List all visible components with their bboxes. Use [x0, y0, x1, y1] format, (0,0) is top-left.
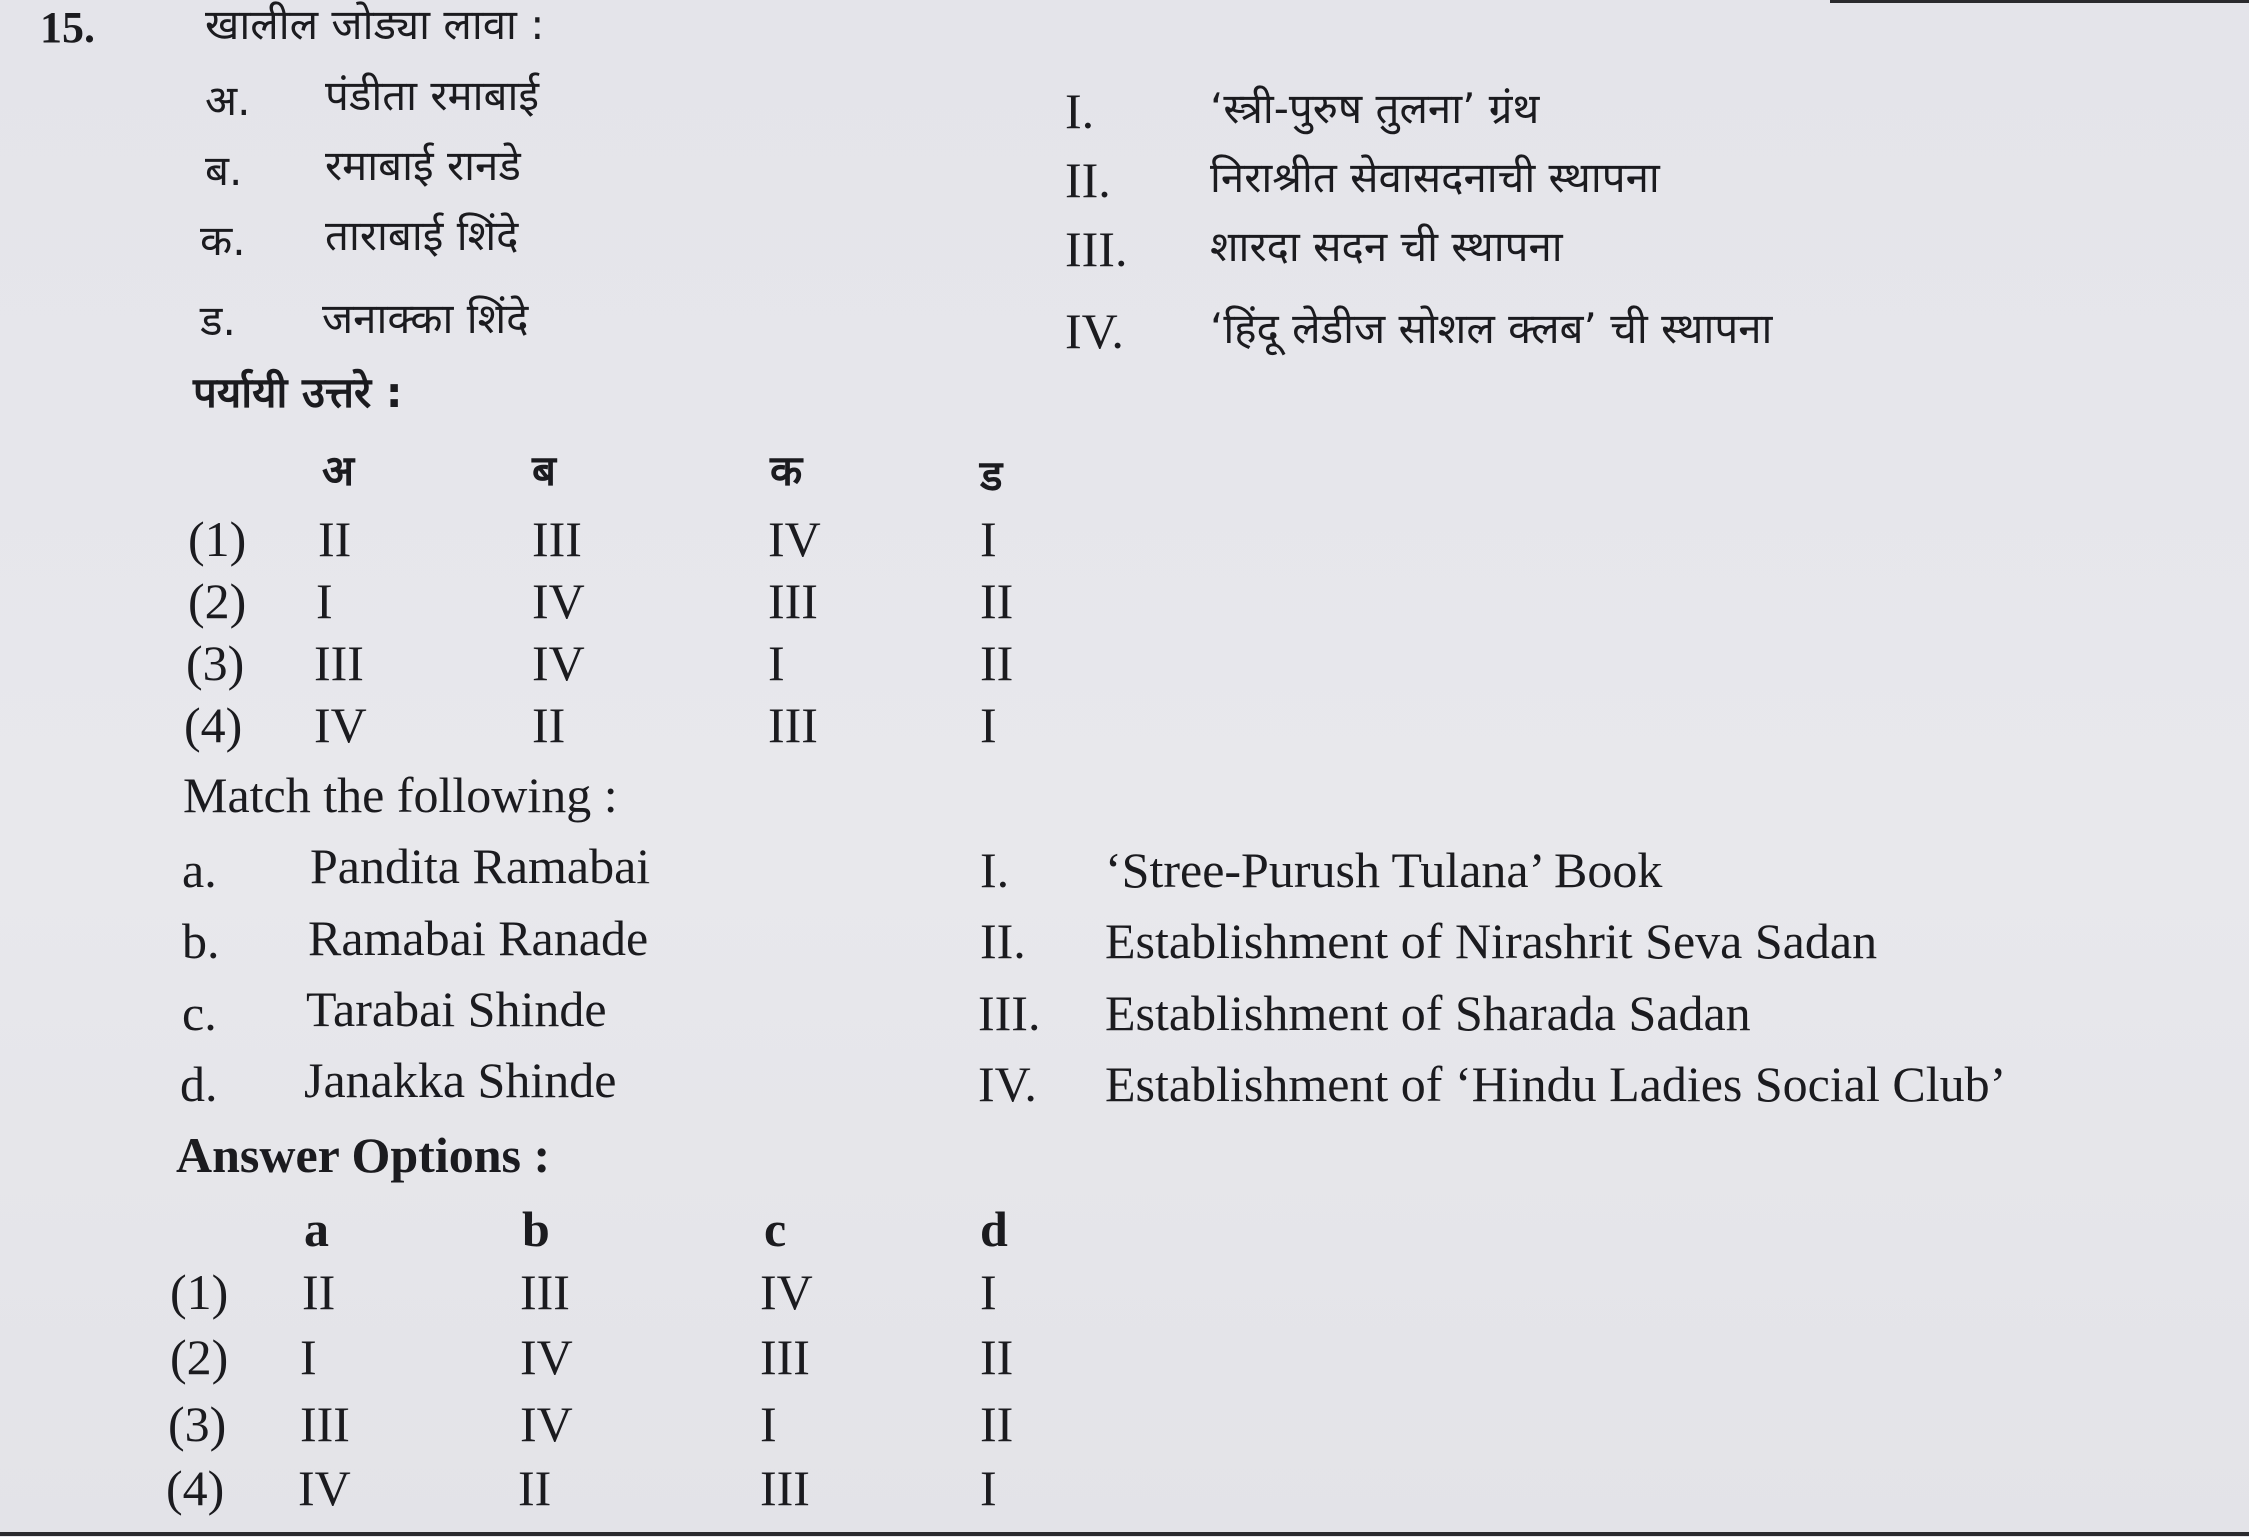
english-header-col-3: c — [764, 1201, 787, 1257]
english-option-num-2: (2) — [170, 1329, 229, 1385]
english-header-col-4: d — [980, 1201, 1008, 1257]
english-option-num-4: (4) — [166, 1460, 225, 1516]
english-left-label-1: a. — [182, 842, 217, 898]
english-option-2-c: III — [760, 1329, 810, 1385]
english-right-text-1: ‘Stree-Purush Tulana’ Book — [1105, 842, 1663, 898]
marathi-option-3-c: I — [768, 635, 785, 691]
english-left-label-2: b. — [182, 913, 220, 969]
marathi-option-num-2: (2) — [188, 573, 247, 629]
english-option-1-d: I — [980, 1264, 997, 1320]
english-header-col-2: b — [522, 1201, 550, 1257]
english-right-text-2: Establishment of Nirashrit Seva Sadan — [1105, 913, 1878, 969]
bottom-rule — [0, 1532, 2249, 1536]
english-option-3-a: III — [300, 1396, 350, 1452]
english-right-label-3: III. — [978, 985, 1041, 1041]
marathi-option-num-4: (4) — [184, 697, 243, 753]
marathi-option-3-a: III — [314, 635, 364, 691]
marathi-option-4-d: I — [980, 697, 997, 753]
english-option-2-b: IV — [520, 1329, 573, 1385]
marathi-left-text-2: रमाबाई रानडे — [325, 141, 521, 190]
marathi-option-num-1: (1) — [188, 511, 247, 567]
marathi-header-col-4: ड — [980, 451, 1003, 500]
marathi-option-2-c: III — [768, 573, 818, 629]
marathi-instruction: खालील जोड्या लावा : — [205, 0, 545, 49]
english-option-4-d: I — [980, 1460, 997, 1516]
marathi-header-col-2: ब — [532, 446, 556, 495]
marathi-option-3-b: IV — [532, 635, 585, 691]
marathi-right-text-3: शारदा सदन ची स्थापना — [1210, 222, 1563, 271]
marathi-left-text-3: ताराबाई शिंदे — [325, 211, 519, 260]
marathi-option-2-a: I — [316, 573, 333, 629]
marathi-left-text-4: जनाक्का शिंदे — [322, 294, 529, 343]
english-left-text-4: Janakka Shinde — [304, 1052, 617, 1108]
marathi-option-4-b: II — [532, 697, 566, 753]
marathi-right-label-4: IV. — [1065, 303, 1124, 359]
english-option-num-1: (1) — [170, 1264, 229, 1320]
english-right-text-4: Establishment of ‘Hindu Ladies Social Club’ — [1105, 1056, 2007, 1112]
marathi-left-label-2: ब. — [205, 146, 243, 195]
english-left-text-3: Tarabai Shinde — [306, 981, 607, 1037]
marathi-left-label-3: क. — [200, 216, 246, 265]
marathi-left-text-1: पंडीता रमाबाई — [325, 71, 540, 120]
marathi-option-2-d: II — [980, 573, 1014, 629]
marathi-option-4-c: III — [768, 697, 818, 753]
marathi-right-label-2: II. — [1065, 152, 1111, 208]
english-right-label-1: I. — [980, 842, 1010, 898]
marathi-option-3-d: II — [980, 635, 1014, 691]
marathi-option-1-c: IV — [768, 511, 821, 567]
marathi-option-1-b: III — [532, 511, 582, 567]
marathi-header-col-3: क — [770, 446, 803, 495]
english-left-label-3: c. — [182, 985, 217, 1041]
marathi-right-text-1: ‘स्त्री-पुरुष तुलना’ ग्रंथ — [1210, 84, 1540, 133]
english-option-3-d: II — [980, 1396, 1014, 1452]
english-option-1-a: II — [302, 1264, 336, 1320]
english-option-num-3: (3) — [168, 1396, 227, 1452]
marathi-option-1-a: II — [318, 511, 352, 567]
english-option-1-c: IV — [760, 1264, 813, 1320]
marathi-right-text-4: ‘हिंदू लेडीज सोशल क्लब’ ची स्थापना — [1210, 304, 1773, 353]
english-option-2-d: II — [980, 1329, 1014, 1385]
english-left-label-4: d. — [180, 1056, 218, 1112]
marathi-left-label-1: अ. — [205, 76, 251, 125]
english-option-1-b: III — [520, 1264, 570, 1320]
english-left-text-2: Ramabai Ranade — [308, 910, 649, 966]
marathi-right-text-2: निराश्रीत सेवासदनाची स्थापना — [1210, 153, 1660, 202]
english-option-3-b: IV — [520, 1396, 573, 1452]
marathi-option-4-a: IV — [314, 697, 367, 753]
english-option-4-a: IV — [298, 1460, 351, 1516]
marathi-left-label-4: ड. — [200, 296, 236, 345]
english-right-label-4: IV. — [978, 1056, 1037, 1112]
marathi-option-1-d: I — [980, 511, 997, 567]
english-right-label-2: II. — [980, 913, 1026, 969]
english-header-col-1: a — [304, 1201, 329, 1257]
top-rule — [1830, 0, 2249, 3]
marathi-header-col-1: अ — [322, 446, 355, 495]
marathi-option-num-3: (3) — [186, 635, 245, 691]
english-options-heading: Answer Options : — [176, 1127, 551, 1183]
english-option-3-c: I — [760, 1396, 777, 1452]
english-option-2-a: I — [300, 1329, 317, 1385]
english-right-text-3: Establishment of Sharada Sadan — [1105, 985, 1751, 1041]
marathi-right-label-1: I. — [1065, 83, 1095, 139]
english-instruction: Match the following : — [183, 767, 618, 823]
question-number: 15. — [40, 3, 95, 52]
marathi-options-heading: पर्यायी उत्तरे : — [193, 368, 403, 417]
english-option-4-c: III — [760, 1460, 810, 1516]
marathi-right-label-3: III. — [1065, 221, 1128, 277]
marathi-option-2-b: IV — [532, 573, 585, 629]
english-option-4-b: II — [518, 1460, 552, 1516]
english-left-text-1: Pandita Ramabai — [310, 838, 651, 894]
